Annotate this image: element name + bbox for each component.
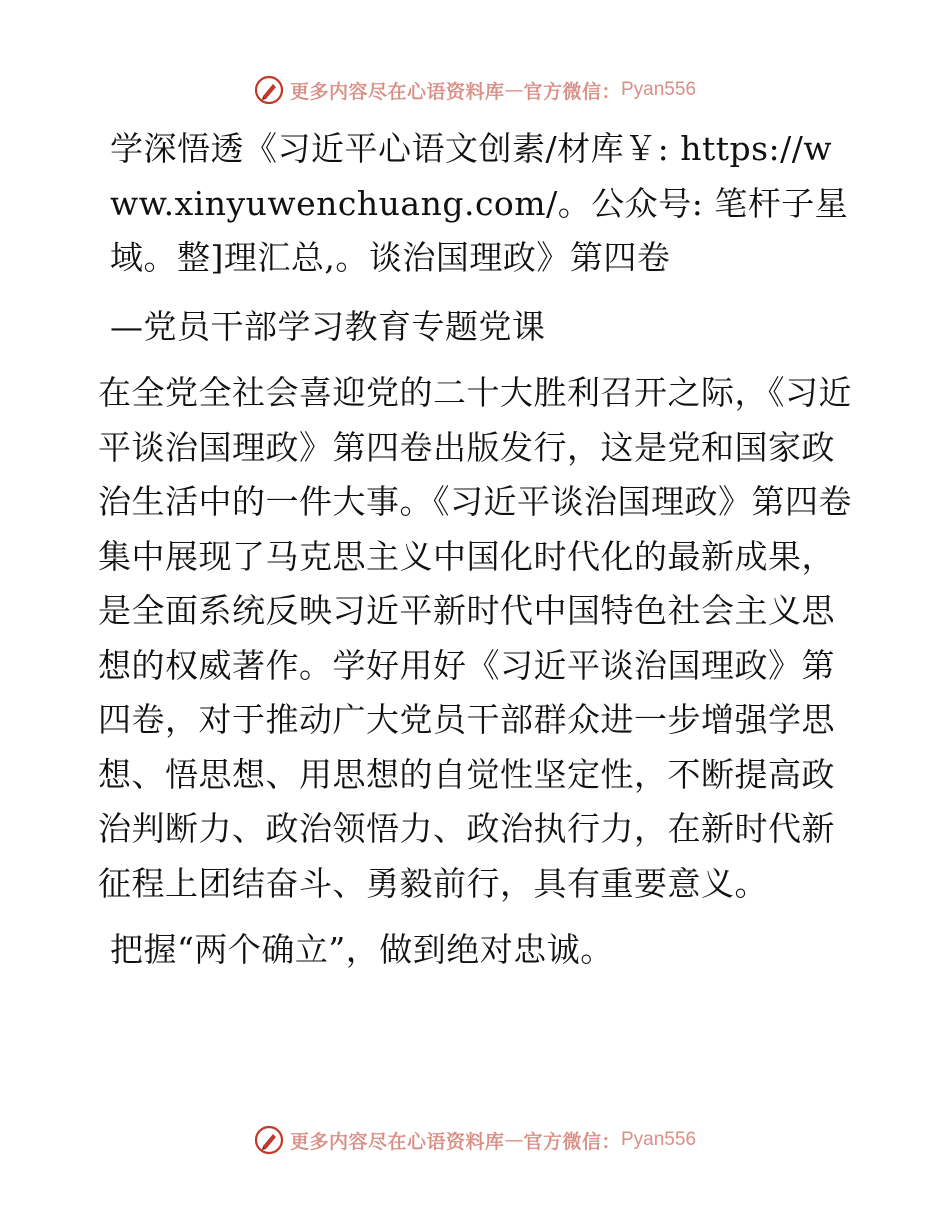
banner-wechat-label: 官方微信： [523, 80, 621, 103]
banner-separator: — [504, 1129, 524, 1151]
footer-watermark-banner [0, 1120, 950, 1160]
banner-text: 更多内容尽在心语资料库 [289, 80, 505, 103]
banner-separator: — [504, 79, 524, 101]
document-body [98, 120, 858, 978]
subtitle-paragraph: —党员干部学习教育专题党课 [110, 306, 546, 346]
pen-logo-icon [254, 1125, 284, 1155]
section-heading-paragraph: 把握“两个确立”，做到绝对忠诚。 [110, 930, 614, 969]
body-paragraph: 在全党全社会喜迎党的二十大胜利召开之际，《习近平谈治国理政》第四卷出版发行，这是党和国家政治生活中的一件大事。《习近平谈治国理政》第四卷集中展现了马克思主义中国化时代化的最新成果，是全面系统反映习近平新时代中国特色社会主义思想的权威著作。学好用好《习近平谈治国理政》第四卷，对于推动广大党员干部群众进一步增强学思想、悟思想、用思想的自觉性坚定性，不断提高政治判断力、政治领悟力、政治执行力，在新时代新征程上团结奋斗、勇毅前行，具有重要意义。 [98, 373, 852, 903]
pen-logo-icon [254, 75, 284, 105]
banner-wechat-id: Pyan556 [621, 79, 697, 100]
header-watermark-banner [0, 70, 950, 110]
intro-paragraph: 学深悟透《习近平心语文创素/材库￥: https://www.xinyuwenchuang.com/。公众号: 笔杆子星域。整]理汇总,。谈治国理政》第四卷 [110, 129, 849, 277]
banner-text: 更多内容尽在心语资料库 [289, 1130, 505, 1153]
banner-wechat-id: Pyan556 [621, 1129, 697, 1150]
banner-wechat-label: 官方微信： [523, 1130, 621, 1153]
